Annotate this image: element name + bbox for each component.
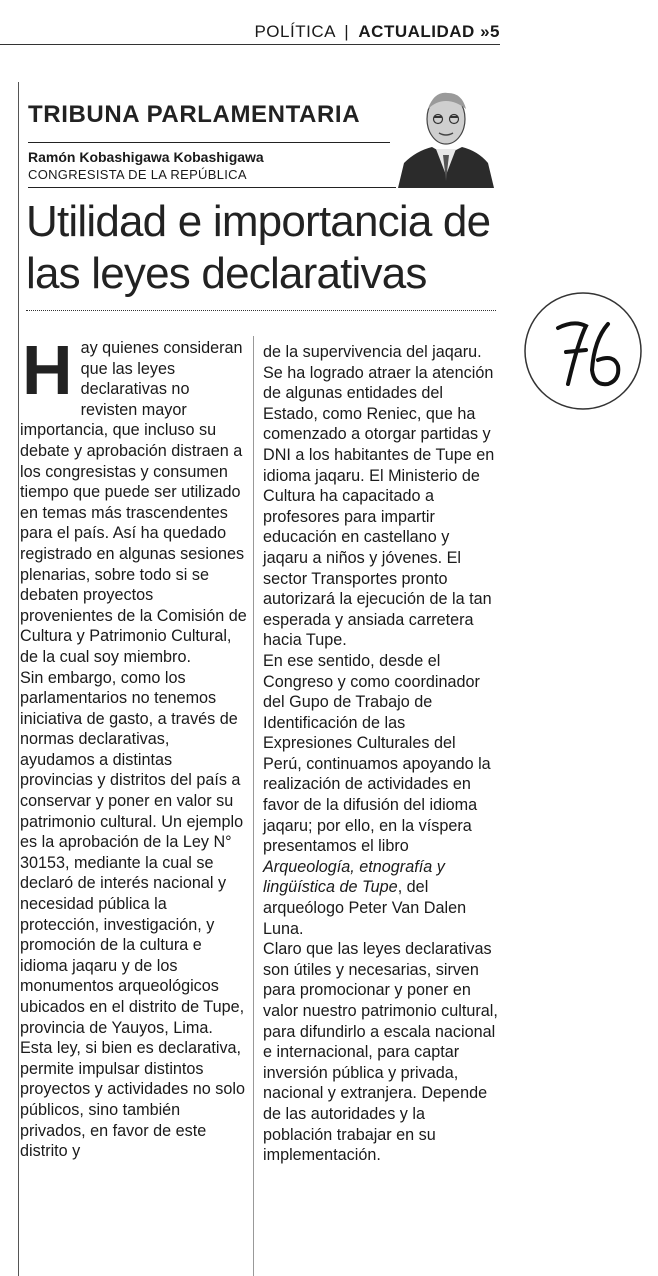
- handwritten-number-stamp: [522, 290, 644, 412]
- page-arrows: »: [480, 22, 491, 41]
- article-column-2: [263, 342, 498, 1166]
- page-number: 5: [490, 22, 500, 41]
- drop-cap: H: [22, 331, 73, 409]
- book-title: Arqueología, etnografía y lingüística de Tupe: [263, 857, 445, 897]
- header-rule: [0, 44, 500, 45]
- column-name: TRIBUNA PARLAMENTARIA: [28, 101, 361, 128]
- paragraph-conclusion: Claro que las leyes declarativas son útiles y necesarias, sirven para promocionar y poner en valor nuestro patrimonio cultural, para difundirlo a escala nacional e internacional, para captar inversión pública y privada, nacional y extranjera. Depende de las autoridades y la población trabajar en su implementación.: [263, 940, 498, 1165]
- article-column-1: [20, 331, 248, 1162]
- paragraph-supervivencia: de la supervivencia del jaqaru. Se ha logrado atraer la atención de algunas entidades del Estado, como Reniec, que ha comenzado a otorgar partidas y DNI a los habitantes de Tupe en idioma jaqaru. El Ministerio de Cultura ha capacitado a profesores para impartir educación en castellano y jaqaru a niños y jóvenes. El sector Transportes pronto autorizará la ejecución de la tan esperada y ansiada carretera hacia Tupe.: [263, 343, 495, 650]
- header-separator: |: [344, 22, 350, 41]
- column-name-rule: [28, 142, 390, 143]
- author-role: CONGRESISTA DE LA REPÚBLICA: [28, 167, 247, 182]
- headline: Utilidad e importancia de las leyes declarativas: [26, 197, 491, 298]
- book-author-text: , del arqueólogo Peter Van Dalen Luna.: [263, 878, 467, 938]
- page-header: [254, 22, 500, 42]
- column-divider: [253, 336, 254, 1276]
- category-label: ACTUALIDAD: [358, 22, 475, 41]
- left-margin-rule: [18, 82, 19, 1276]
- section-label: POLÍTICA: [254, 22, 335, 41]
- headline-divider: [26, 310, 496, 311]
- paragraph-sin-embargo: Sin embargo, como los parlamentarios no tenemos iniciativa de gasto, a través de normas declarativas, ayudamos a distintas provincias y distritos del país a conservar y poner en valor su patrimonio cultural. Un ejemplo es la aprobación de la Ley N° 30153, mediante la cual se declaró de interés nacional y necesidad pública la protección, investigación, y promoción de la cultura e idioma jaqaru y de los monumentos arqueológicos ubicados en el distrito de Tupe, provincia de Yauyos, Lima.: [20, 668, 245, 1037]
- author-photo: [396, 85, 496, 188]
- paragraph-en-ese-sentido: [263, 651, 498, 939]
- paragraph-esta-ley: Esta ley, si bien es declarativa, permite impulsar distintos proyectos y actividades no solo públicos, sino también privados, en favor de este distrito y: [20, 1039, 245, 1161]
- author-name: Ramón Kobashigawa Kobashigawa: [28, 149, 264, 165]
- paragraph-intro: ay quienes consideran que las leyes declarativas no revisten mayor importancia, que incluso su debate y aprobación distraen a los congresistas y consumen tiempo que puede ser utilizado en temas más trascendentes para el país. Así ha quedado registrado en algunas sesiones plenarias, sobre todo si se debaten proyectos provenientes de la Comisión de Cultura y Patrimonio Cultural, de la cual soy miembro.: [20, 339, 247, 666]
- paragraph-en-ese-sentido-text: En ese sentido, desde el Congreso y como coordinador del Gupo de Trabajo de Identificación de las Expresiones Culturales del Perú, continuamos apoyando la realización de actividades en favor de la difusión del idioma jaqaru; por ello, en la víspera presentamos el libro: [263, 651, 491, 856]
